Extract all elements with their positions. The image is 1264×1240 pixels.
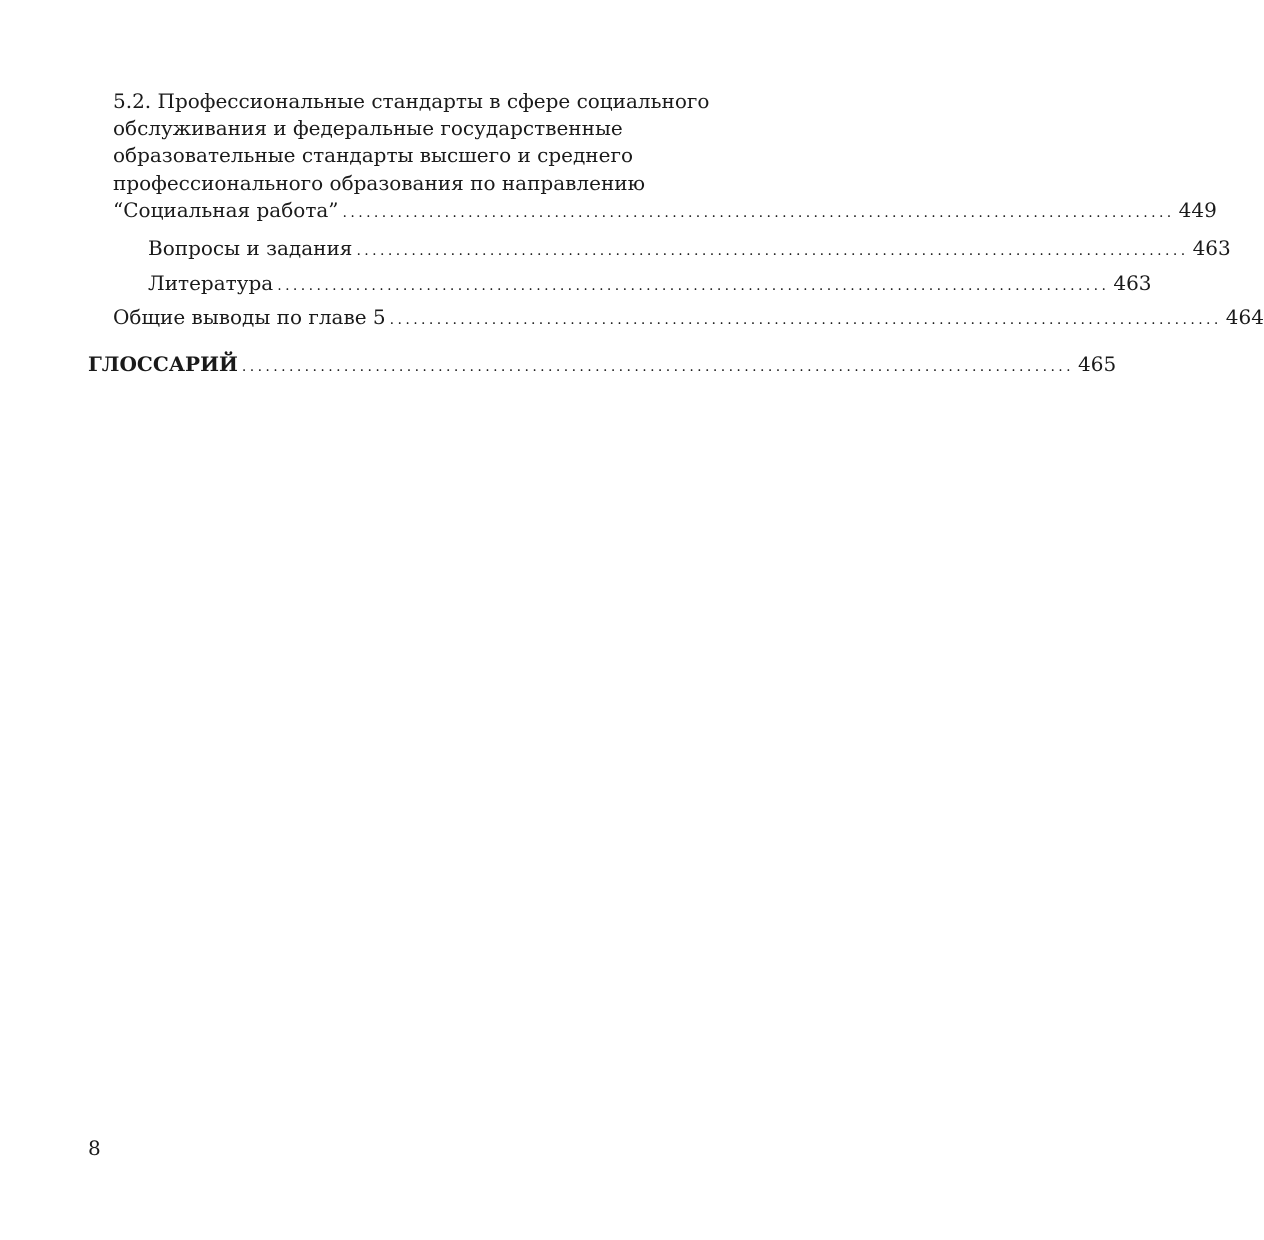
toc-entry-title-line: “Социальная работа” — [113, 197, 339, 222]
page-number: 8 — [88, 1136, 101, 1160]
toc-page-number: 463 — [1192, 236, 1231, 260]
toc-entry-conclusions — [113, 304, 1264, 334]
toc-entry-label: ГЛОССАРИЙ — [88, 352, 238, 376]
toc-page-number: 463 — [1113, 271, 1152, 295]
toc-entry-label: Литература — [148, 271, 274, 295]
dot-leader: .......................................................................................................... — [389, 312, 1222, 328]
toc-entry-questions — [148, 235, 1231, 265]
toc-entry-leader-line — [113, 197, 1217, 227]
toc-entry-leader-line — [148, 235, 1231, 265]
toc-page-number: 465 — [1078, 352, 1117, 376]
toc-entry-leader-line — [113, 304, 1264, 334]
dot-leader: .......................................................................................................... — [241, 359, 1074, 375]
toc-entry-section-5-2 — [113, 88, 1217, 227]
dot-leader: .......................................................................................................... — [277, 278, 1110, 294]
toc-entry-label: Вопросы и задания — [148, 236, 353, 260]
toc-entry-title-line: 5.2. Профессиональные стандарты в сфере социального — [113, 89, 710, 113]
dot-leader: .......................................................................................................... — [342, 204, 1175, 221]
toc-page-number: 449 — [1178, 197, 1217, 222]
toc-entry-title — [113, 88, 786, 197]
toc-entry-glossary — [88, 351, 1117, 381]
toc-entry-title-line: обслуживания и федеральные государственные — [113, 116, 623, 141]
toc-entry-leader-line — [148, 270, 1152, 300]
toc-entry-title-line: профессионального образования по направлению — [113, 170, 646, 195]
toc-entry-title-line: образовательные стандарты высшего и среднего — [113, 143, 633, 168]
toc-page-number: 464 — [1225, 305, 1264, 329]
toc-entry-label: Общие выводы по главе 5 — [113, 305, 386, 329]
dot-leader: .......................................................................................................... — [356, 243, 1189, 259]
toc-entry-leader-line — [88, 351, 1117, 381]
toc-entry-literature — [148, 270, 1152, 300]
